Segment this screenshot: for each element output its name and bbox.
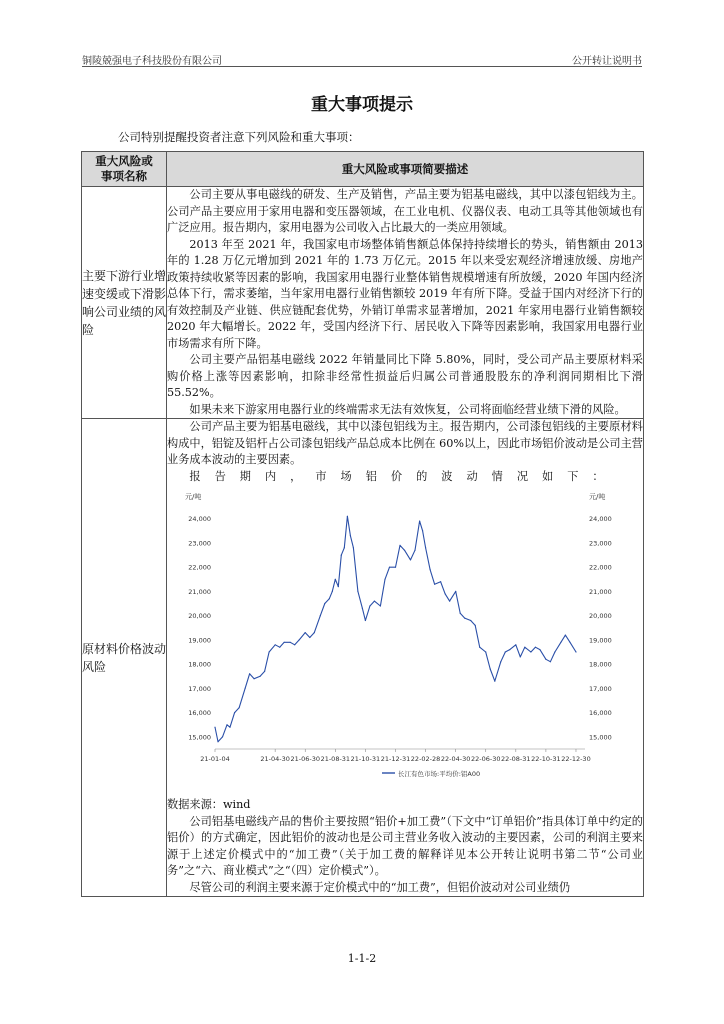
data-point [554,651,555,652]
data-point [380,605,381,606]
x-tick-label: 22-06-30 [470,755,501,763]
data-point [425,547,426,548]
data-point [290,642,291,643]
data-point [353,547,354,548]
y-unit-left: 元/吨 [185,493,202,501]
paragraph: 2013 年至 2021 年，我国家电市场整体销售额总体保持持续增长的势头，销售额由 2013 年的 1.28 万亿元增加到 2021 年的 1.73 万亿元。2015 年以来受宏观经济增速放缓、房地产政策持续收紧等因素的影响，我国家用电器行业整体销售规模增速有所放缓，2020 年国内经济总体下行，需求萎缩，当年家用电器行业销售额较 2019 年有所下降。受益于国内对经济下行的有效控制及产业链、供应链配套优势，外销订单需求显著增加，2021 年家用电器行业销售额较 2020 年大幅增长。2022 年，受国内经济下行、居民收入下降等因素影响，我国家用电器行业市场需求有所下降。 [167,237,643,350]
y-tick-label-left: 17,000 [188,684,211,693]
paragraph: 公司产品主要为铝基电磁线，其中以漆包铝线为主。报告期内，公司漆包铝线的主要原材料构成中，铝锭及铝杆占公司漆包铝线产品总成本比例在 60%以上，因此市场铝价波动是公司主营业务成本波动的主要因素。 [167,420,643,466]
data-point [222,736,223,737]
data-point [254,678,255,679]
data-point [384,579,385,580]
data-point [485,651,486,652]
header-company: 铜陵兢强电子科技股份有限公司 [82,56,222,67]
y-tick-label-right: 21,000 [589,587,612,596]
data-point [575,651,576,652]
data-point [226,724,227,725]
data-point [279,647,280,648]
y-tick-label-right: 15,000 [589,733,612,742]
y-tick-label-left: 24,000 [188,515,211,524]
x-tick-label: 22-02-28 [410,755,441,763]
y-tick-label-left: 15,000 [188,733,211,742]
data-point [264,671,265,672]
data-point [490,668,491,669]
data-point [395,567,396,568]
header-doc-type: 公开转让说明书 [572,56,642,67]
y-tick-label-left: 16,000 [188,709,211,718]
data-point [245,688,246,689]
x-tick-label: 22-08-31 [501,755,531,763]
x-tick-label: 21-12-31 [380,755,411,763]
data-point [329,598,330,599]
data-point [505,651,506,652]
data-point [535,647,536,648]
intro-text: 公司特别提醒投资者注意下列风险和重大事项： [118,130,360,144]
data-point [455,591,456,592]
data-point [344,547,345,548]
data-point [530,651,531,652]
data-point [260,676,261,677]
data-point [347,516,348,517]
risk-table [81,151,644,897]
data-point [335,579,336,580]
data-point [475,625,476,626]
y-tick-label-right: 20,000 [589,612,612,621]
series-line [215,516,576,741]
paragraph: 如果未来下游家用电器行业的终端需求无法有效恢复，公司将面临经营业绩下滑的风险。 [189,402,626,416]
data-point [269,651,270,652]
data-point [275,644,276,645]
y-tick-label-right: 19,000 [589,636,612,645]
aluminum-price-chart [167,487,617,795]
data-point [362,608,363,609]
data-point [234,712,235,713]
data-point [524,647,525,648]
x-tick-label: 21-01-04 [200,755,230,763]
data-point [214,727,215,728]
col2-header: 重大风险或事项简要描述 [167,152,644,187]
y-unit-right: 元/吨 [589,493,606,501]
y-tick-label-right: 24,000 [589,515,612,524]
risk-name-raw-material: 原材料价格波动风险 [82,419,167,897]
data-point [464,618,465,619]
data-point [539,649,540,650]
header-rule [82,66,642,67]
table-row [82,187,644,419]
data-point [389,567,390,568]
x-tick-label: 21-10-31 [350,755,381,763]
data-point [460,613,461,614]
data-point [445,593,446,594]
table-row [82,419,644,897]
data-point [239,707,240,708]
data-point [338,586,339,587]
data-point [430,569,431,570]
paragraph: 尽管公司的利润主要来源于定价模式中的“加工费”，但铝价波动对公司业绩仍 [189,880,571,894]
data-point [332,591,333,592]
col1-header [82,152,167,187]
y-tick-label-right: 23,000 [589,539,612,548]
data-point [545,659,546,660]
data-point [305,632,306,633]
data-point [341,555,342,556]
paragraph: 公司主要产品铝基电磁线 2022 年销量同比下降 5.80%，同时，受公司产品主要原材料采购价格上涨等因素影响，扣除非经常性损益后归属公司普通股股东的净利润同期相比下滑 55.52%。 [167,353,643,399]
data-point [299,639,300,640]
x-tick-label: 21-06-30 [290,755,321,763]
data-point [410,559,411,560]
data-point [314,632,315,633]
data-point [404,550,405,551]
chart-intro: 报告期内，市场铝价的波动情况如下： [189,469,618,483]
data-point [434,584,435,585]
data-point [309,637,310,638]
data-point [515,644,516,645]
y-tick-label-left: 22,000 [188,563,211,572]
y-tick-label-right: 22,000 [589,563,612,572]
col1-header-line1: 重大风险或 [95,154,153,168]
data-point [365,620,366,621]
data-point [374,601,375,602]
data-point [422,530,423,531]
y-tick-label-right: 17,000 [589,684,612,693]
data-point [560,642,561,643]
data-point [500,661,501,662]
data-point [419,521,420,522]
data-point [217,741,218,742]
risk-desc-downstream [167,187,644,419]
data-point [357,591,358,592]
data-point [284,642,285,643]
data-point [324,603,325,604]
page-number: 1-1-2 [347,952,377,965]
x-tick-label: 21-04-30 [260,755,290,763]
data-point [449,601,450,602]
data-point [470,620,471,621]
risk-name-downstream: 主要下游行业增速变缓或下滑影响公司业绩的风险 [82,187,167,419]
data-point [350,535,351,536]
x-tick-label: 22-04-30 [440,755,471,763]
data-point [399,545,400,546]
y-tick-label-left: 20,000 [188,612,211,621]
data-point [479,647,480,648]
y-tick-label-left: 21,000 [188,587,211,596]
data-point [294,644,295,645]
data-point [565,635,566,636]
data-point [320,615,321,616]
data-point [249,673,250,674]
data-point [369,605,370,606]
data-source: 数据来源：wind [167,798,251,811]
x-tick-label: 22-10-31 [531,755,561,763]
data-point [229,727,230,728]
page-header [82,52,642,66]
y-tick-label-right: 16,000 [589,709,612,718]
data-point [494,681,495,682]
table-header-row [82,152,644,187]
data-point [414,550,415,551]
paragraph: 公司主要从事电磁线的研发、生产及销售，产品主要为铝基电磁线，其中以漆包铝线为主。公司产品主要应用于家用电器和变压器领域，在工业电机、仪器仪表、电动工具等其他领域也有广泛应用。报告期内，家用电器为公司收入占比最大的一类应用领域。 [167,188,643,234]
col1-header-line2: 事项名称 [101,169,147,183]
y-tick-label-left: 19,000 [188,636,211,645]
y-tick-label-left: 18,000 [188,660,211,669]
data-point [569,642,570,643]
data-point [509,649,510,650]
data-point [520,656,521,657]
legend-label: 长江有色市场:平均价:铝A00 [398,770,481,778]
paragraph: 公司铝基电磁线产品的售价主要按照“铝价+加工费”（下文中“订单铝价”指具体订单中约定的铝价）的方式确定，因此铝价的波动也是公司主营业务收入波动的主要因素，公司的利润主要来源于上述定价模式中的“加工费”（关于加工费的解释详见本公开转让说明书第二节“公司业务”之“六、商业模式”之“（四）定价模式”）。 [167,814,643,877]
x-tick-label: 22-12-30 [561,755,591,763]
y-tick-label-left: 23,000 [188,539,211,548]
data-point [550,661,551,662]
page-title: 重大事项提示 [311,95,413,115]
data-point [440,581,441,582]
risk-desc-raw-material [167,419,644,897]
y-tick-label-right: 18,000 [589,660,612,669]
x-tick-label: 21-08-31 [320,755,351,763]
